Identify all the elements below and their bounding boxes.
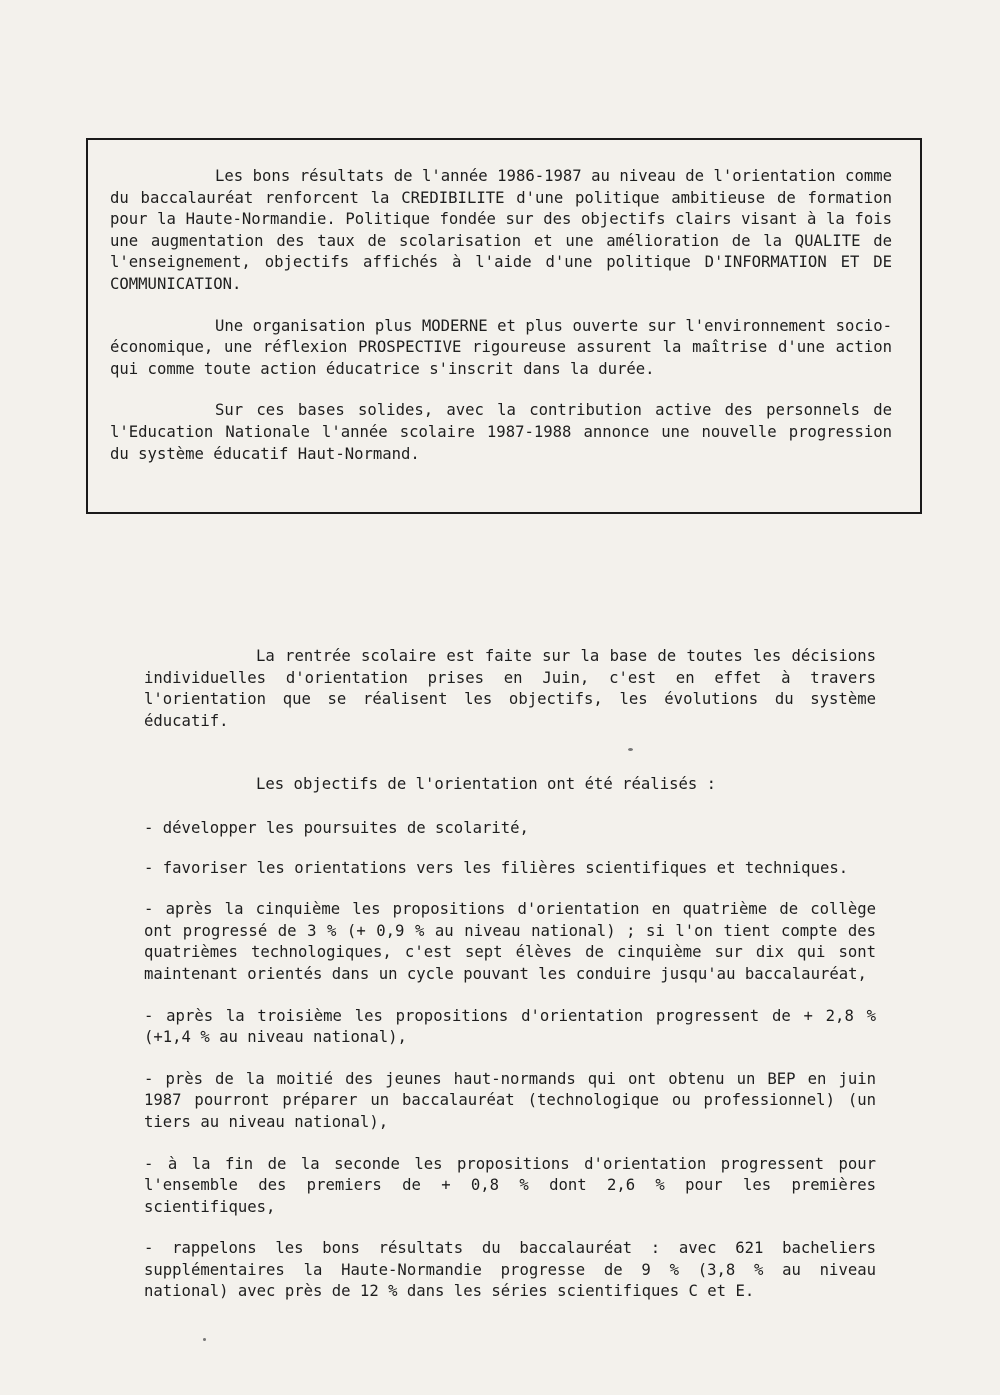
summary-box — [86, 138, 922, 514]
summary-paragraph-1: Les bons résultats de l'année 1986-1987 au niveau de l'orientation comme du baccalauréat renforcent la CREDIBILITE d'une politique ambitieuse de formation pour la Haute-Normandie. Politique fondée sur des objectifs clairs visant à la fois une augmentation des taux de scolarisation et une amélioration de la QUALITE de l'enseignement, objectifs affichés à l'aide d'une politique D'INFORMATION ET DE COMMUNICATION. — [110, 167, 892, 293]
objective-item: - à la fin de la seconde les propositions d'orientation progressent pour l'ensemble des premiers de + 0,8 % dont 2,6 % pour les premières scientifiques, — [144, 1154, 876, 1216]
summary-paragraph-3: Sur ces bases solides, avec la contribution active des personnels de l'Education Nationale l'année scolaire 1987-1988 annonce une nouvelle progression du système éducatif Haut-Normand. — [110, 401, 892, 463]
objective-item: - après la troisième les propositions d'orientation progressent de + 2,8 % (+1,4 % au niveau national), — [144, 1006, 876, 1047]
objectives-heading: Les objectifs de l'orientation ont été réalisés : — [256, 775, 717, 794]
objective-item: - après la cinquième les propositions d'orientation en quatrième de collège ont progressé de 3 % (+ 0,9 % au niveau national) ; si l'on tient compte des quatrièmes technologiques, c'est sept élèves de cinquième sur dix qui sont maintenant orientés dans un cycle pouvant les conduire jusqu'au baccalauréat, — [144, 900, 876, 983]
objective-item: - développer les poursuites de scolarité, — [144, 818, 529, 837]
paper-speck — [628, 748, 633, 751]
paper-speck — [203, 1338, 206, 1341]
objective-item: - favoriser les orientations vers les filières scientifiques et techniques. — [144, 858, 849, 877]
body-text — [144, 646, 876, 1323]
summary-paragraph-2: Une organisation plus MODERNE et plus ouverte sur l'environnement socio-économique, une réflexion PROSPECTIVE rigoureuse assurent la maîtrise d'une action qui comme toute action éducatrice s'inscrit dans la durée. — [110, 316, 892, 378]
objective-item: - rappelons les bons résultats du baccalauréat : avec 621 bacheliers supplémentaires la Haute-Normandie progresse de 9 % (3,8 % au niveau national) avec près de 12 % dans les séries scientifiques C et E. — [144, 1239, 876, 1301]
intro-paragraph: La rentrée scolaire est faite sur la base de toutes les décisions individuelles d'orientation prises en Juin, c'est en effet à travers l'orientation que se réalisent les objectifs, les évolutions du système éducatif. — [144, 647, 876, 730]
objective-item: - près de la moitié des jeunes haut-normands qui ont obtenu un BEP en juin 1987 pourront préparer un baccalauréat (technologique ou professionnel) (un tiers au niveau national), — [144, 1069, 876, 1131]
